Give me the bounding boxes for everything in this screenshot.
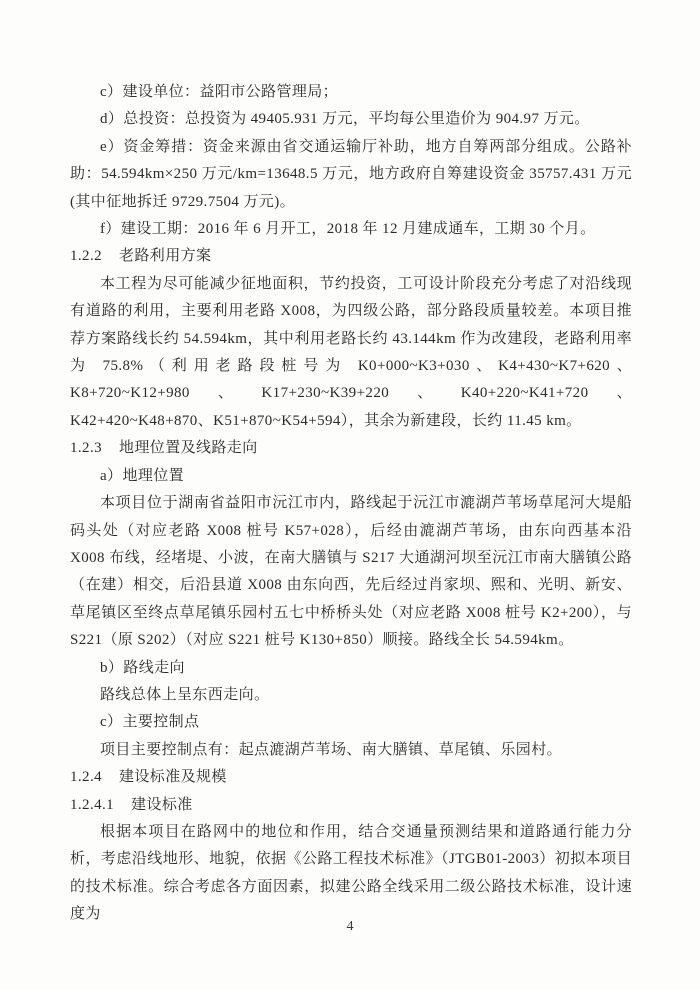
paragraph-route-direction: 路线总体上呈东西走向。 xyxy=(100,686,270,703)
section-heading-1-2-4-1 xyxy=(70,792,632,819)
section-title: 地理位置及线路走向 xyxy=(119,440,258,457)
page-footer xyxy=(0,913,700,940)
list-item-construction-unit: c）建设单位：益阳市公路管理局； xyxy=(100,84,339,100)
paragraph-control-points: 项目主要控制点有：起点漉湖芦苇场、南大膳镇、草尾镇、乐园村。 xyxy=(100,741,563,758)
section-title: 建设标准及规模 xyxy=(119,769,227,786)
sub-item-control-points: c）主要控制点 xyxy=(100,714,200,731)
section-number: 1.2.3 xyxy=(70,440,102,457)
sub-item-geographic-location: a）地理位置 xyxy=(100,467,185,484)
section-number: 1.2.4 xyxy=(70,769,102,786)
section-title: 老路利用方案 xyxy=(119,248,212,265)
paragraph-funding: e）资金筹措：资金来源由省交通运输厅补助，地方自筹两部分组成。公路补助：54.594km×250 万元/km=13648.5 万元，地方政府自筹建设资金 35757.431 万元(其中征地拆迁 9729.7504 万元)。 xyxy=(70,138,632,210)
list-item-construction-period: f）建设工期：2016 年 6 月开工，2018 年 12 月建成通车，工期 30 个月。 xyxy=(100,221,596,238)
sub-item-route-direction: b）路线走向 xyxy=(100,659,185,676)
paragraph-old-road-utilization: 本工程为尽可能减少征地面积，节约投资，工可设计阶段充分考虑了对沿线现有道路的利用，主要利用老路 X008，为四级公路，部分路段质量较差。本项目推荐方案路线长约 54.594km，其中利用老路长约 43.144km 作为改建段，老路利用率为 75.8%（利用老路段桩号为 K0+000~K3+030、K4+430~K7+620、K8+720~K12+980、K17+230~K39+220、K40+220~K41+720、K42+420~K48+870、K51+870~K54+594），其余为新建段，长约 11.45 km。 xyxy=(70,275,632,429)
section-number: 1.2.4.1 xyxy=(70,796,115,813)
section-number: 1.2.2 xyxy=(70,248,102,265)
paragraph-construction-standards: 根据本项目在路网中的地位和作用，结合交通量预测结果和道路通行能力分析，考虑沿线地形、地貌，依据《公路工程技术标准》（JTGB01-2003）初拟本项目的技术标准。综合考虑各方面因素，拟建公路全线采用二级公路技术标准，设计速度为 xyxy=(70,823,632,923)
section-heading-1-2-4 xyxy=(70,764,632,791)
paragraph-geographic-location: 本项目位于湖南省益阳市沅江市内，路线起于沅江市漉湖芦苇场草尾河大堤船码头处（对应老路 X008 桩号 K57+028），后经由漉湖芦苇场，由东向西基本沿 X008 布线，经堵堤、小波，在南大膳镇与 S217 大通湖河坝至沅江市南大膳镇公路（在建）相交，后沿县道 X008 由东向西，先后经过肖家坝、熙和、光明、新安、草尾镇区至终点草尾镇乐园村五七中桥桥头处（对应老路 X008 桩号 K2+200），与 S221（原 S202）（对应 S221 桩号 K130+850）顺接。路线全长 54.594km。 xyxy=(70,495,632,649)
page-content xyxy=(70,79,632,929)
section-title: 建设标准 xyxy=(131,796,193,813)
page-number: 4 xyxy=(346,919,354,934)
section-heading-1-2-3 xyxy=(70,435,632,462)
section-heading-1-2-2 xyxy=(70,243,632,270)
list-item-total-investment: d）总投资：总投资为 49405.931 万元，平均每公里造价为 904.97 万元。 xyxy=(100,111,590,128)
